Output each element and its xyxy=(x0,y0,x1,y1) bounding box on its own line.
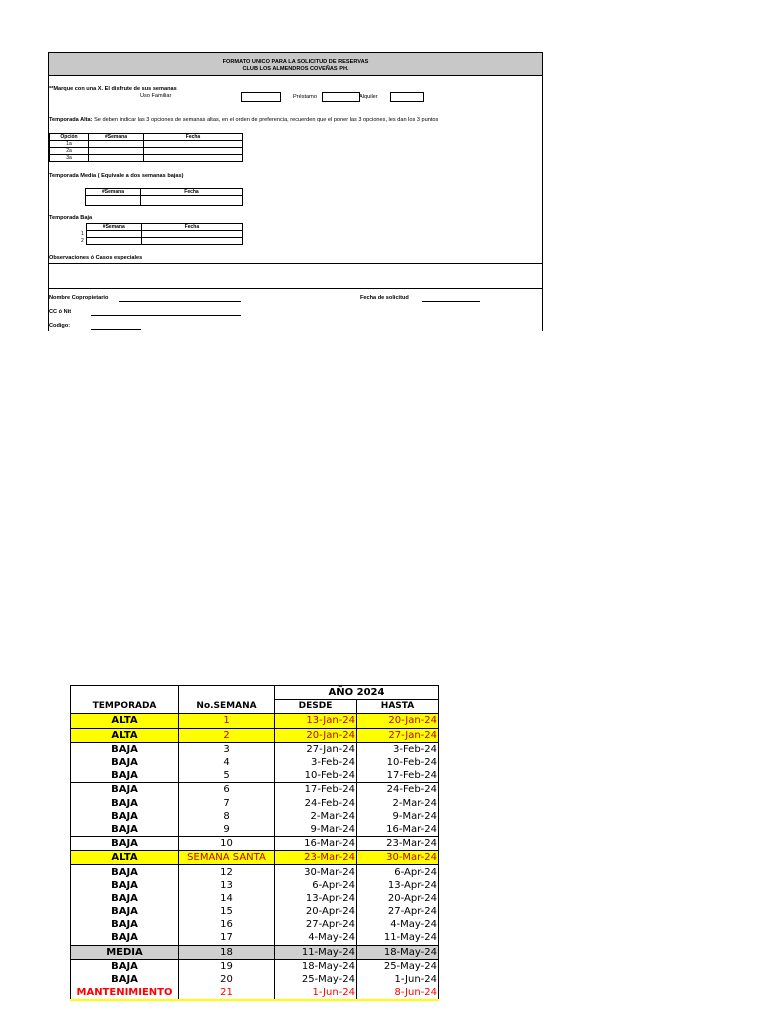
desde-cell: 13-Jan-24 xyxy=(275,714,357,728)
desde-cell: 9-Mar-24 xyxy=(275,823,357,837)
desde-cell: 25-May-24 xyxy=(275,973,357,986)
baja-fecha-cell[interactable] xyxy=(141,231,242,238)
week-cell: 6 xyxy=(179,783,275,797)
hasta-cell: 10-Feb-24 xyxy=(357,756,439,769)
hasta-cell: 9-Mar-24 xyxy=(357,810,439,823)
desde-cell: 27-Apr-24 xyxy=(275,918,357,931)
prestamo-checkbox[interactable] xyxy=(322,92,360,102)
desde-cell: 3-Feb-24 xyxy=(275,756,357,769)
alta-label: Temporada Alta: xyxy=(49,117,93,123)
season-cell: MEDIA xyxy=(71,945,179,959)
baja-semana-cell[interactable] xyxy=(86,231,141,238)
form-title-line1: FORMATO UNICO PARA LA SOLICITUD DE RESERVAS xyxy=(222,59,369,65)
codigo-label: Codigo: xyxy=(49,323,71,329)
hasta-cell: 8-Jun-24 xyxy=(357,986,439,1000)
alta-row-label: 2a xyxy=(50,148,89,155)
desde-cell: 30-Mar-24 xyxy=(275,865,357,879)
baja-row-label: 2 xyxy=(79,238,86,245)
media-semana-cell[interactable] xyxy=(86,196,141,206)
schedule-row xyxy=(71,783,439,797)
schedule-row xyxy=(71,714,439,728)
desde-cell: 20-Jan-24 xyxy=(275,728,357,742)
divider xyxy=(49,288,542,289)
week-cell: 20 xyxy=(179,973,275,986)
season-cell: BAJA xyxy=(71,905,179,918)
season-cell: BAJA xyxy=(71,931,179,945)
schedule-row xyxy=(71,879,439,892)
schedule-row xyxy=(71,756,439,769)
alta-row-label: 1a xyxy=(50,141,89,148)
baja-col-fecha: Fecha xyxy=(141,224,242,231)
week-cell: 1 xyxy=(179,714,275,728)
cc-nit-field[interactable] xyxy=(91,315,241,316)
season-cell: BAJA xyxy=(71,865,179,879)
alta-table xyxy=(49,133,243,162)
schedule-row xyxy=(71,810,439,823)
codigo-field[interactable] xyxy=(91,329,141,330)
alta-instruction xyxy=(49,117,438,123)
hasta-cell: 17-Feb-24 xyxy=(357,769,439,783)
season-cell: MANTENIMIENTO xyxy=(71,986,179,1000)
alta-semana-cell[interactable] xyxy=(89,148,144,155)
season-cell: BAJA xyxy=(71,879,179,892)
schedule-row xyxy=(71,986,439,1000)
prestamo-label: Préstamo xyxy=(293,94,317,100)
season-cell: BAJA xyxy=(71,973,179,986)
alta-col-semana: #Semana xyxy=(89,134,144,141)
form-header xyxy=(49,53,542,76)
hasta-cell: 27-Apr-24 xyxy=(357,905,439,918)
alquiler-label: Alquiler xyxy=(359,94,378,100)
alta-fecha-cell[interactable] xyxy=(144,141,243,148)
hasta-cell: 2-Mar-24 xyxy=(357,797,439,810)
desde-cell: 24-Feb-24 xyxy=(275,797,357,810)
fecha-solicitud-label: Fecha de solicitud xyxy=(360,295,409,301)
season-cell: BAJA xyxy=(71,810,179,823)
desde-cell: 4-May-24 xyxy=(275,931,357,945)
hasta-cell: 4-May-24 xyxy=(357,918,439,931)
hasta-cell: 16-Mar-24 xyxy=(357,823,439,837)
alta-semana-cell[interactable] xyxy=(89,141,144,148)
season-cell: BAJA xyxy=(71,959,179,973)
week-cell: 10 xyxy=(179,837,275,851)
alta-fecha-cell[interactable] xyxy=(144,148,243,155)
hasta-cell: 30-Mar-24 xyxy=(357,851,439,865)
season-cell: ALTA xyxy=(71,851,179,865)
desde-cell: 18-May-24 xyxy=(275,959,357,973)
season-cell: BAJA xyxy=(71,742,179,756)
form-title-line2: CLUB LOS ALMENDROS COVEÑAS PH. xyxy=(242,66,349,72)
week-cell: 15 xyxy=(179,905,275,918)
week-cell: 18 xyxy=(179,945,275,959)
week-cell: 14 xyxy=(179,892,275,905)
season-cell: ALTA xyxy=(71,728,179,742)
week-cell: 21 xyxy=(179,986,275,1000)
schedule-row xyxy=(71,865,439,879)
nombre-field[interactable] xyxy=(119,301,241,302)
week-cell: 8 xyxy=(179,810,275,823)
desde-cell: 16-Mar-24 xyxy=(275,837,357,851)
season-cell: BAJA xyxy=(71,918,179,931)
alta-note: Se deben indicar las 3 opciones de semanas altas, en el orden de preferencia, recuerden que el poner las 3 opciones, les dan los 3 puntos xyxy=(92,117,439,123)
col-semana: No.SEMANA xyxy=(179,700,275,714)
media-label: Temporada Media ( Equivale a dos semanas bajas) xyxy=(49,173,184,179)
schedule-row xyxy=(71,892,439,905)
schedule-row xyxy=(71,742,439,756)
desde-cell: 17-Feb-24 xyxy=(275,783,357,797)
desde-cell: 1-Jun-24 xyxy=(275,986,357,1000)
hasta-cell: 27-Jan-24 xyxy=(357,728,439,742)
week-cell: 9 xyxy=(179,823,275,837)
week-cell: 19 xyxy=(179,959,275,973)
desde-cell: 13-Apr-24 xyxy=(275,892,357,905)
cc-nit-label: CC ó Nit xyxy=(49,309,72,315)
observaciones-label: Observaciones ó Casos especiales xyxy=(49,255,143,261)
baja-semana-cell[interactable] xyxy=(86,238,141,245)
week-cell: 5 xyxy=(179,769,275,783)
mark-instruction: **Marque con una X. El disfrute de sus semanas xyxy=(49,86,177,92)
uso-familiar-checkbox[interactable] xyxy=(241,92,281,102)
col-desde: DESDE xyxy=(275,700,357,714)
hasta-cell: 20-Apr-24 xyxy=(357,892,439,905)
alta-col-opcion: Opción xyxy=(50,134,89,141)
alta-semana-cell[interactable] xyxy=(89,155,144,162)
season-schedule-table xyxy=(70,685,439,1001)
week-cell: 2 xyxy=(179,728,275,742)
desde-cell: 11-May-24 xyxy=(275,945,357,959)
schedule-row xyxy=(71,945,439,959)
alta-fecha-cell[interactable] xyxy=(144,155,243,162)
season-cell: BAJA xyxy=(71,837,179,851)
schedule-row xyxy=(71,728,439,742)
hasta-cell: 25-May-24 xyxy=(357,959,439,973)
schedule-row xyxy=(71,797,439,810)
hasta-cell: 6-Apr-24 xyxy=(357,865,439,879)
season-cell: BAJA xyxy=(71,823,179,837)
alquiler-checkbox[interactable] xyxy=(390,92,424,102)
week-cell: 3 xyxy=(179,742,275,756)
week-cell: SEMANA SANTA xyxy=(179,851,275,865)
nombre-label: Nombre Copropietario xyxy=(49,295,109,301)
col-temporada: TEMPORADA xyxy=(71,700,179,714)
week-cell: 17 xyxy=(179,931,275,945)
hasta-cell: 13-Apr-24 xyxy=(357,879,439,892)
desde-cell: 23-Mar-24 xyxy=(275,851,357,865)
season-cell: BAJA xyxy=(71,797,179,810)
media-fecha-cell[interactable] xyxy=(141,196,243,206)
media-table xyxy=(85,188,243,206)
desde-cell: 10-Feb-24 xyxy=(275,769,357,783)
schedule-row xyxy=(71,973,439,986)
season-cell: ALTA xyxy=(71,714,179,728)
alta-col-fecha: Fecha xyxy=(144,134,243,141)
season-cell: BAJA xyxy=(71,783,179,797)
week-cell: 12 xyxy=(179,865,275,879)
season-cell: BAJA xyxy=(71,892,179,905)
hasta-cell: 18-May-24 xyxy=(357,945,439,959)
week-cell: 4 xyxy=(179,756,275,769)
desde-cell: 6-Apr-24 xyxy=(275,879,357,892)
schedule-row xyxy=(71,769,439,783)
media-col-fecha: Fecha xyxy=(141,189,243,196)
hasta-cell: 3-Feb-24 xyxy=(357,742,439,756)
schedule-row xyxy=(71,959,439,973)
uso-familiar-label: Uso Familiar xyxy=(140,93,172,99)
hasta-cell: 11-May-24 xyxy=(357,931,439,945)
hasta-cell: 24-Feb-24 xyxy=(357,783,439,797)
week-cell: 16 xyxy=(179,918,275,931)
alta-row-label: 3a xyxy=(50,155,89,162)
fecha-solicitud-field[interactable] xyxy=(422,301,480,302)
hasta-cell: 1-Jun-24 xyxy=(357,973,439,986)
baja-row-label: 1 xyxy=(79,231,86,238)
schedule-row xyxy=(71,931,439,945)
schedule-row xyxy=(71,851,439,865)
baja-col-semana: #Semana xyxy=(86,224,141,231)
year-header: AÑO 2024 xyxy=(275,686,439,700)
desde-cell: 20-Apr-24 xyxy=(275,905,357,918)
season-cell: BAJA xyxy=(71,769,179,783)
week-cell: 13 xyxy=(179,879,275,892)
hasta-cell: 23-Mar-24 xyxy=(357,837,439,851)
schedule-row xyxy=(71,837,439,851)
baja-table xyxy=(79,223,243,245)
col-hasta: HASTA xyxy=(357,700,439,714)
season-cell: BAJA xyxy=(71,756,179,769)
week-cell: 7 xyxy=(179,797,275,810)
schedule-row xyxy=(71,905,439,918)
reservation-form xyxy=(48,52,543,331)
baja-fecha-cell[interactable] xyxy=(141,238,242,245)
desde-cell: 2-Mar-24 xyxy=(275,810,357,823)
media-col-semana: #Semana xyxy=(86,189,141,196)
schedule-row xyxy=(71,918,439,931)
observaciones-field[interactable] xyxy=(49,264,542,288)
baja-label: Temporada Baja xyxy=(49,215,93,221)
schedule-row xyxy=(71,823,439,837)
hasta-cell: 20-Jan-24 xyxy=(357,714,439,728)
desde-cell: 27-Jan-24 xyxy=(275,742,357,756)
